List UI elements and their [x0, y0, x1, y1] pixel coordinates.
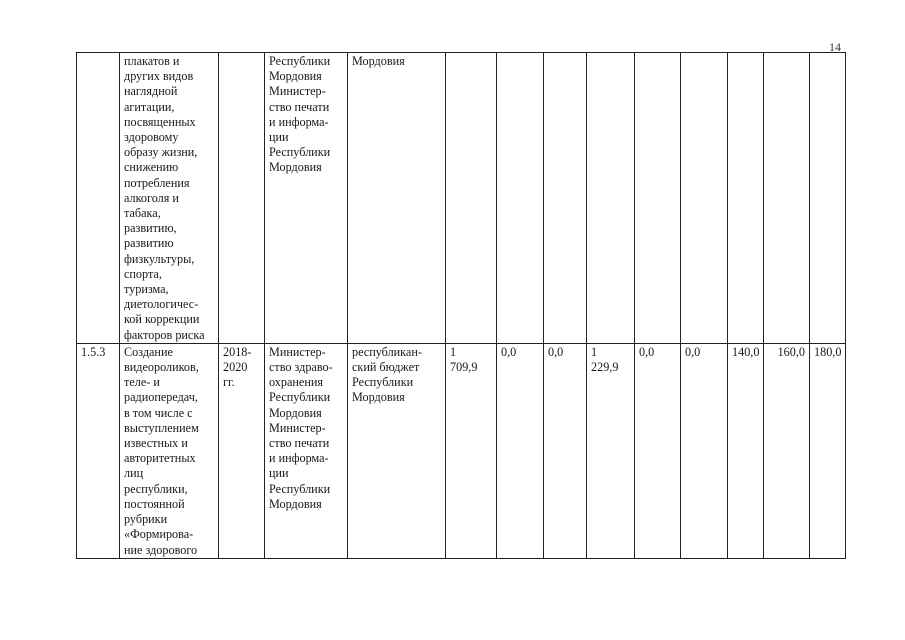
executor-cell-line: ство здраво- — [269, 360, 333, 375]
executor-cell-line: Министер- — [269, 84, 326, 99]
measure-name-cell-line: «Формирова- — [124, 527, 194, 542]
row-number-cell — [77, 53, 120, 344]
measure-name-cell-line: радиопередач, — [124, 390, 198, 405]
value-cell-y2017 — [635, 53, 681, 344]
measure-name-cell-line: кой коррекции — [124, 312, 200, 327]
value-cell-y2019 — [728, 53, 764, 344]
executor-cell-line: охранения — [269, 375, 323, 390]
value-cell-y2021-line: 180,0 — [814, 344, 842, 359]
measure-name-cell-line: республики, — [124, 481, 188, 496]
measure-name-cell-line: теле- и — [124, 375, 160, 390]
value-cell-y2021 — [810, 53, 846, 344]
measure-name-cell-line: рубрики — [124, 512, 168, 527]
funding-source-cell — [348, 53, 446, 344]
measure-name-cell-line: других видов — [124, 69, 194, 84]
measure-name-cell-line: ние здорового — [124, 542, 198, 557]
executor-cell-line: ции — [269, 466, 289, 481]
value-cell-y2015-line: 0,0 — [548, 344, 564, 359]
program-table — [76, 52, 846, 559]
measure-name-cell-line: Создание — [124, 344, 173, 359]
period-cell-line: 2018- — [223, 344, 252, 359]
measure-name-cell-line: выступлением — [124, 420, 199, 435]
value-cell-y2018-line: 0,0 — [685, 344, 701, 359]
measure-name-cell-line: образу жизни, — [124, 145, 198, 160]
value-cell-y2014-line: 0,0 — [501, 344, 517, 359]
measure-name-cell-line: видеороликов, — [124, 360, 199, 375]
measure-name-cell-line: табака, — [124, 206, 161, 221]
executor-cell — [265, 343, 348, 558]
funding-source-cell — [348, 343, 446, 558]
measure-name-cell-line: авторитетных — [124, 451, 196, 466]
value-cell-y2020-line: 160,0 — [777, 344, 805, 359]
period-cell-line: 2020 — [223, 360, 248, 375]
executor-cell — [265, 53, 348, 344]
value-cell-y2015 — [544, 343, 587, 558]
funding-source-cell-line: ский бюджет — [352, 360, 420, 375]
measure-name-cell-line: факторов риска — [124, 327, 205, 342]
executor-cell-line: Мордовия — [269, 69, 322, 84]
value-cell-y2019-line: 140,0 — [732, 344, 760, 359]
executor-cell-line: Министер- — [269, 344, 326, 359]
executor-cell-line: Республики — [269, 481, 331, 496]
measure-name-cell — [120, 53, 219, 344]
measure-name-cell — [120, 343, 219, 558]
page-number: 14 — [829, 40, 841, 54]
value-cell-y2016-line: 1 — [591, 344, 598, 359]
value-cell-y2018 — [681, 343, 728, 558]
measure-name-cell-line: постоянной — [124, 496, 185, 511]
value-cell-y2014 — [497, 343, 544, 558]
executor-cell-line: Мордовия — [269, 405, 322, 420]
table-row — [77, 343, 846, 558]
executor-cell-line: Мордовия — [269, 496, 322, 511]
value-cell-y2020 — [764, 343, 810, 558]
measure-name-cell-line: туризма, — [124, 282, 169, 297]
value-cell-total-line: 709,9 — [450, 360, 478, 375]
period-cell — [219, 343, 265, 558]
measure-name-cell-line: развитию — [124, 236, 174, 251]
value-cell-y2020 — [764, 53, 810, 344]
value-cell-y2014 — [497, 53, 544, 344]
executor-cell-line: ство печати — [269, 99, 330, 114]
funding-source-cell-line: Республики — [352, 375, 414, 390]
measure-name-cell-line: развитию, — [124, 221, 177, 236]
value-cell-total — [446, 53, 497, 344]
measure-name-cell-line: потребления — [124, 175, 190, 190]
value-cell-y2016-line: 229,9 — [591, 360, 619, 375]
executor-cell-line: Республики — [269, 145, 331, 160]
measure-name-cell-line: физкультуры, — [124, 251, 195, 266]
measure-name-cell-line: диетологичес- — [124, 297, 199, 312]
value-cell-y2018 — [681, 53, 728, 344]
measure-name-cell-line: посвященных — [124, 114, 196, 129]
executor-cell-line: и информа- — [269, 114, 329, 129]
measure-name-cell-line: наглядной — [124, 84, 178, 99]
measure-name-cell-line: лиц — [124, 466, 144, 481]
measure-name-cell-line: алкоголя и — [124, 190, 179, 205]
measure-name-cell-line: известных и — [124, 436, 188, 451]
measure-name-cell-line: плакатов и — [124, 54, 180, 68]
executor-cell-line: Республики — [269, 54, 331, 68]
value-cell-y2021 — [810, 343, 846, 558]
table-row — [77, 53, 846, 344]
row-number-cell: 1.5.3 — [77, 343, 120, 558]
period-cell-line: гг. — [223, 375, 235, 390]
measure-name-cell-line: спорта, — [124, 266, 162, 281]
executor-cell-line: Республики — [269, 390, 331, 405]
executor-cell-line: и информа- — [269, 451, 329, 466]
executor-cell-line: Министер- — [269, 420, 326, 435]
value-cell-y2016 — [587, 343, 635, 558]
value-cell-y2016 — [587, 53, 635, 344]
funding-source-cell-line: республикан- — [352, 344, 422, 359]
measure-name-cell-line: агитации, — [124, 99, 175, 114]
value-cell-y2015 — [544, 53, 587, 344]
executor-cell-line: ство печати — [269, 436, 330, 451]
measure-name-cell-line: здоровому — [124, 130, 179, 145]
funding-source-cell-line: Мордовия — [352, 54, 405, 68]
value-cell-y2017 — [635, 343, 681, 558]
funding-source-cell-line: Мордовия — [352, 390, 405, 405]
period-cell — [219, 53, 265, 344]
executor-cell-line: ции — [269, 130, 289, 145]
measure-name-cell-line: в том числе с — [124, 405, 193, 420]
value-cell-y2017-line: 0,0 — [639, 344, 655, 359]
value-cell-total — [446, 343, 497, 558]
executor-cell-line: Мордовия — [269, 160, 322, 175]
measure-name-cell-line: снижению — [124, 160, 179, 175]
value-cell-y2019 — [728, 343, 764, 558]
value-cell-total-line: 1 — [450, 344, 457, 359]
